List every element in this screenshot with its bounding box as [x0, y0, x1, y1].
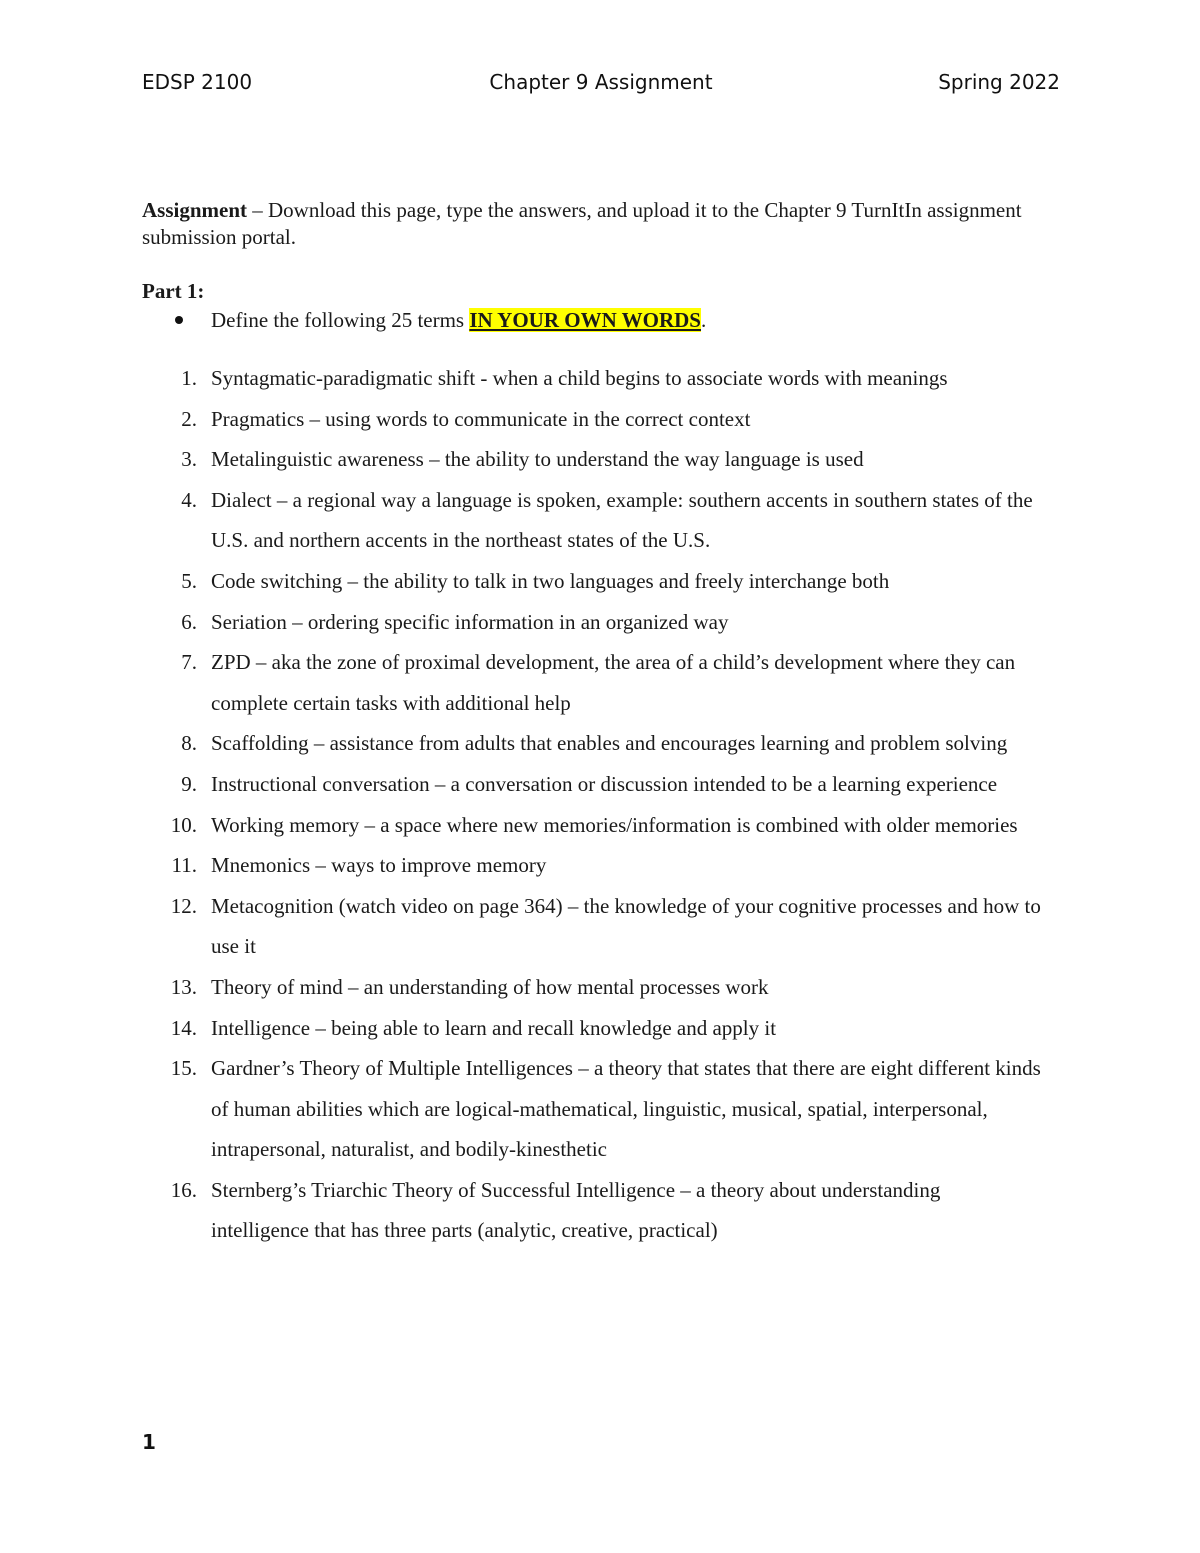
- term-number: [142, 480, 197, 521]
- term-item: [142, 764, 1042, 805]
- term-definition: Instructional conversation – a conversation or discussion intended to be a learning experience: [211, 771, 998, 796]
- term-number: [142, 399, 197, 440]
- term-item: [142, 805, 1042, 846]
- term-definition: Metalinguistic awareness – the ability to understand the way language is used: [211, 447, 864, 472]
- page-number: 1: [142, 1430, 156, 1454]
- term-number: [142, 805, 197, 846]
- part-1-title: Part 1:: [142, 279, 205, 303]
- assignment-label: Assignment: [142, 198, 248, 222]
- term-number-label: 7.: [181, 650, 197, 675]
- term-number-label: 3.: [181, 447, 197, 472]
- term-definition: Scaffolding – assistance from adults that enables and encourages learning and problem solving: [211, 731, 1008, 756]
- term-definition: Code switching – the ability to talk in two languages and freely interchange both: [211, 568, 890, 593]
- term-number-label: 10.: [170, 812, 197, 837]
- header-term: Spring 2022: [938, 70, 1060, 94]
- term-number: [142, 1170, 197, 1211]
- term-definition: Mnemonics – ways to improve memory: [211, 853, 547, 878]
- term-definition: Seriation – ordering specific information in an organized way: [211, 609, 729, 634]
- header-title: Chapter 9 Assignment: [489, 70, 713, 94]
- bullet-dot-icon: [175, 316, 183, 324]
- term-definition: Dialect – a regional way a language is spoken, example: southern accents in southern states of the U.S. and northern accents in the northeast states of the U.S.: [211, 487, 1033, 553]
- bullet-suffix: .: [700, 308, 707, 332]
- term-item: [142, 358, 1042, 399]
- term-number: [142, 642, 197, 683]
- term-item: [142, 480, 1042, 561]
- term-number-label: 16.: [170, 1177, 197, 1202]
- term-number-label: 4.: [181, 487, 197, 512]
- term-number: [142, 723, 197, 764]
- term-number-label: 8.: [181, 731, 197, 756]
- term-number: [142, 561, 197, 602]
- term-item: [142, 642, 1042, 723]
- term-number: [142, 886, 197, 927]
- term-number-label: 15.: [170, 1056, 197, 1081]
- term-number: [142, 1048, 197, 1089]
- term-item: [142, 602, 1042, 643]
- assignment-intro: [142, 197, 1042, 251]
- term-number-label: 1.: [181, 366, 197, 390]
- term-number: [142, 602, 197, 643]
- term-number-label: 5.: [181, 568, 197, 593]
- term-definition: Theory of mind – an understanding of how mental processes work: [211, 974, 769, 999]
- term-number: [142, 967, 197, 1008]
- term-number-label: 14.: [170, 1015, 197, 1040]
- term-item: [142, 561, 1042, 602]
- term-definition: Metacognition (watch video on page 364) – the knowledge of your cognitive processes and how to use it: [211, 893, 1041, 959]
- term-number: [142, 1008, 197, 1049]
- term-definition: ZPD – aka the zone of proximal development, the area of a child’s development where they can complete certain tasks with additional help: [211, 650, 1016, 715]
- term-definition: Intelligence – being able to learn and recall knowledge and apply it: [211, 1015, 777, 1040]
- term-definition: Gardner’s Theory of Multiple Intelligences – a theory that states that there are eight different kinds of human abilities which are logical-mathematical, linguistic, musical, spatial, interpersonal, intrapersonal, naturalist, and bodily-kinesthetic: [211, 1056, 1041, 1162]
- term-item: [142, 886, 1042, 967]
- term-definition: Sternberg’s Triarchic Theory of Successful Intelligence – a theory about understanding intelligence that has three parts (analytic, creative, practical): [211, 1177, 941, 1243]
- term-item: [142, 967, 1042, 1008]
- term-item: [142, 1048, 1042, 1170]
- term-item: [142, 723, 1042, 764]
- assignment-instructions: – Download this page, type the answers, and upload it to the Chapter 9 TurnItIn assignment submission portal.: [142, 198, 1022, 249]
- term-number-label: 6.: [181, 609, 197, 634]
- page-header: [142, 70, 1060, 102]
- term-item: [142, 1170, 1042, 1251]
- bullet-prefix: Define the following 25 terms: [211, 308, 470, 332]
- highlighted-emphasis: IN YOUR OWN WORDS: [469, 308, 701, 332]
- term-number: [142, 358, 197, 399]
- bullet-text: [211, 305, 706, 335]
- term-definition: Pragmatics – using words to communicate in the correct context: [211, 406, 751, 431]
- term-number-label: 11.: [171, 853, 197, 878]
- term-number-label: 13.: [170, 974, 197, 999]
- term-item: [142, 399, 1042, 440]
- term-definition: Working memory – a space where new memories/information is combined with older memories: [211, 812, 1018, 837]
- instruction-bullet: [142, 305, 1042, 335]
- header-course: EDSP 2100: [142, 70, 253, 94]
- term-number: [142, 439, 197, 480]
- term-definition: Syntagmatic-paradigmatic shift - when a child begins to associate words with meanings: [211, 366, 948, 390]
- term-number-label: 9.: [181, 771, 197, 796]
- term-number-label: 2.: [181, 406, 197, 431]
- term-item: [142, 1008, 1042, 1049]
- term-number-label: 12.: [170, 893, 197, 918]
- terms-list: [142, 358, 1042, 1251]
- term-number: [142, 845, 197, 886]
- term-number: [142, 764, 197, 805]
- term-item: [142, 439, 1042, 480]
- term-item: [142, 845, 1042, 886]
